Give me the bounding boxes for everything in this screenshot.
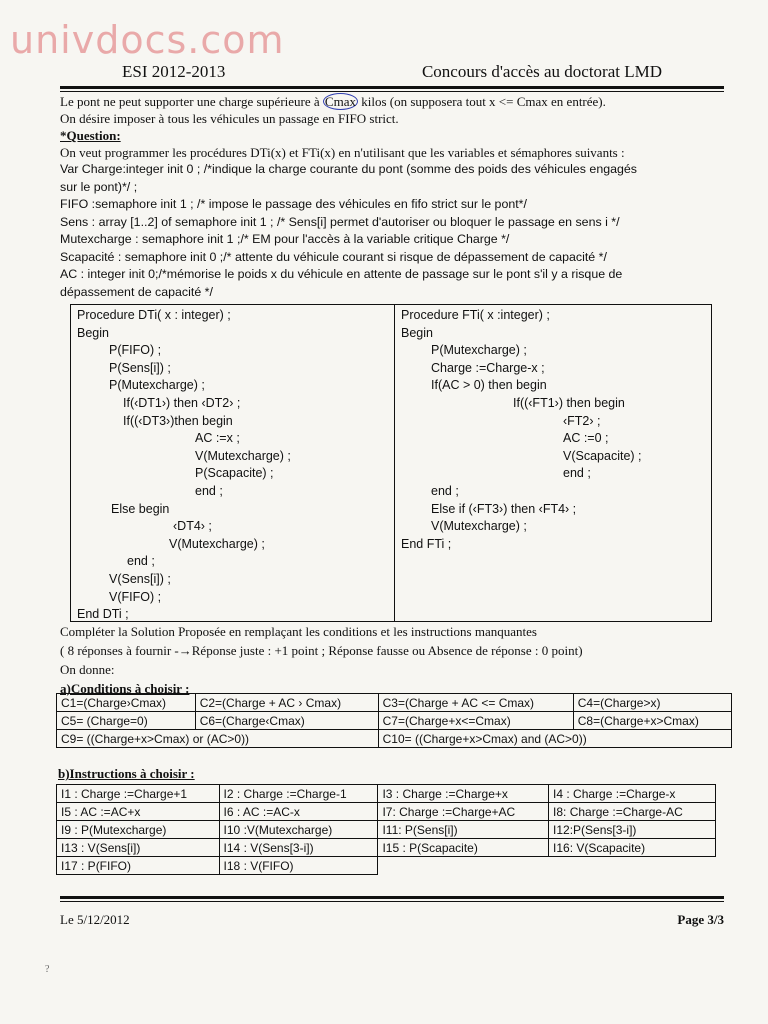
decl-line: Mutexcharge : semaphore init 1 ;/* EM pour l'accès à la variable critique Charge */	[60, 232, 510, 246]
code-line: If(AC > 0) then begin	[431, 378, 547, 393]
instruction-cell: I11: P(Sens[i])	[378, 821, 549, 839]
decl-line: Scapacité : semaphore init 0 ;/* attente du véhicule courant si risque de dépassement de capacité */	[60, 249, 607, 264]
instruction-cell: I13 : V(Sens[i])	[57, 839, 220, 857]
footer-page-number: Page 3/3	[677, 912, 724, 927]
header-exam-title: Concours d'accès au doctorat LMD	[421, 62, 662, 81]
code-line: Begin	[77, 325, 109, 340]
code-line: V(Scapacite) ;	[563, 448, 642, 463]
instruction-cell: I4 : Charge :=Charge-x	[549, 785, 716, 803]
instructions-line-3: On donne:	[60, 662, 115, 677]
procedure-fti	[401, 307, 706, 553]
condition-cell: C3=(Charge + AC <= Cmax)	[378, 694, 573, 712]
page-footer	[60, 912, 724, 928]
instruction-cell: I8: Charge :=Charge-AC	[549, 803, 716, 821]
instruction-cell: I6 : AC :=AC-x	[219, 803, 378, 821]
code-line: Else begin	[111, 501, 170, 516]
code-line: P(FIFO) ;	[109, 343, 162, 358]
watermark: univdocs.com	[10, 18, 285, 62]
decl-line: sur le pont)*/ ;	[60, 179, 138, 194]
code-line: If(‹DT1›) then ‹DT2› ;	[123, 395, 241, 410]
code-line: end ;	[563, 466, 591, 481]
header-school-year: ESI 2012-2013	[122, 62, 226, 81]
table-row	[57, 803, 716, 821]
code-line: End FTi ;	[401, 536, 452, 551]
code-line: ‹FT2› ;	[563, 413, 601, 428]
code-line: end ;	[431, 483, 459, 498]
decl-line: Var Charge:integer init 0 ; /*indique la charge courante du pont (somme des poids des véhicules engagés	[60, 162, 637, 176]
intro-line-2: On désire imposer à tous les véhicules un passage en FIFO strict.	[60, 111, 399, 126]
instruction-cell: I9 : P(Mutexcharge)	[57, 821, 220, 839]
instruction-cell: I5 : AC :=AC+x	[57, 803, 220, 821]
code-line: If((‹DT3›)then begin	[123, 413, 233, 428]
table-row	[57, 730, 732, 748]
instructions-line-1: Compléter la Solution Proposée en remplaçant les conditions et les instructions manquantes	[60, 624, 537, 639]
code-line: Begin	[401, 325, 433, 340]
conditions-table	[56, 693, 732, 748]
code-line: If((‹FT1›) then begin	[513, 395, 625, 410]
instructions-table	[56, 784, 716, 875]
intro-line-1	[60, 93, 724, 110]
code-line: V(Mutexcharge) ;	[431, 519, 527, 534]
code-line: V(Mutexcharge) ;	[195, 448, 291, 463]
footer-rule-thin	[60, 901, 724, 902]
decl-line: dépassement de capacité */	[60, 284, 213, 299]
problem-statement	[60, 93, 724, 301]
code-line: Charge :=Charge-x ;	[431, 360, 545, 375]
code-line: P(Mutexcharge) ;	[431, 343, 527, 358]
declarations	[60, 161, 724, 301]
instruction-cell: I12:P(Sens[3-i])	[549, 821, 716, 839]
code-line: P(Scapacite) ;	[195, 466, 274, 481]
instruction-cell: I3 : Charge :=Charge+x	[378, 785, 549, 803]
table-row	[57, 857, 716, 875]
instruction-cell: I14 : V(Sens[3-i])	[219, 839, 378, 857]
instruction-cell: I10 :V(Mutexcharge)	[219, 821, 378, 839]
code-line: AC :=0 ;	[563, 431, 609, 446]
instruction-cell: I17 : P(FIFO)	[57, 857, 220, 875]
code-line: Else if (‹FT3›) then ‹FT4› ;	[431, 501, 577, 516]
code-line: end ;	[127, 554, 155, 569]
instructions-block	[60, 622, 724, 698]
table-row	[57, 821, 716, 839]
instructions-line-2: ( 8 réponses à fournir -→Réponse juste : +1 point ; Réponse fausse ou Absence de réponse : 0 point)	[60, 643, 583, 658]
condition-cell: C5= (Charge=0)	[57, 712, 196, 730]
empty-cell	[549, 857, 716, 875]
condition-cell: C8=(Charge+x>Cmax)	[573, 712, 731, 730]
empty-cell	[378, 857, 549, 875]
instructions-choices-title: b)Instructions à choisir :	[58, 766, 195, 781]
table-row	[57, 694, 732, 712]
instruction-cell: I16: V(Scapacite)	[549, 839, 716, 857]
condition-cell: C9= ((Charge+x>Cmax) or (AC>0))	[57, 730, 379, 748]
code-line: end ;	[195, 483, 223, 498]
footer-date: Le 5/12/2012	[60, 912, 130, 927]
procedure-dti	[77, 307, 387, 624]
code-line: V(Mutexcharge) ;	[169, 536, 265, 551]
stray-mark: ?	[45, 964, 50, 975]
code-line: Procedure DTi( x : integer) ;	[77, 308, 231, 322]
code-line: ‹DT4› ;	[173, 519, 212, 534]
code-line: V(FIFO) ;	[109, 589, 162, 604]
table-row	[57, 785, 716, 803]
intro-text-c: kilos (on supposera tout x <= Cmax en entrée).	[361, 94, 606, 109]
condition-cell: C2=(Charge + AC › Cmax)	[195, 694, 378, 712]
instruction-cell: I1 : Charge :=Charge+1	[57, 785, 220, 803]
cmax-circled: Cmax	[324, 94, 356, 109]
instruction-cell: I7: Charge :=Charge+AC	[378, 803, 549, 821]
condition-cell: C10= ((Charge+x>Cmax) and (AC>0))	[378, 730, 731, 748]
code-box	[70, 304, 712, 622]
table-row	[57, 839, 716, 857]
condition-cell: C4=(Charge>x)	[573, 694, 731, 712]
code-line: End DTi ;	[77, 607, 129, 622]
page-header	[60, 62, 724, 86]
condition-cell: C7=(Charge+x<=Cmax)	[378, 712, 573, 730]
code-line: V(Sens[i]) ;	[109, 571, 171, 586]
conditions-title: a)Conditions à choisir :	[60, 681, 190, 696]
code-line: P(Sens[i]) ;	[109, 360, 171, 375]
code-line: P(Mutexcharge) ;	[109, 378, 205, 393]
table-row	[57, 712, 732, 730]
question-line-1: On veut programmer les procédures DTi(x) et FTi(x) en n'utilisant que les variables et sémaphores suivants :	[60, 145, 625, 160]
code-line: AC :=x ;	[195, 431, 240, 446]
instruction-cell: I15 : P(Scapacite)	[378, 839, 549, 857]
condition-cell: C1=(Charge›Cmax)	[57, 694, 196, 712]
intro-text-a: Le pont ne peut supporter une charge supérieure à	[60, 94, 320, 109]
header-rule	[60, 86, 724, 89]
instruction-cell: I18 : V(FIFO)	[219, 857, 378, 875]
condition-cell: C6=(Charge‹Cmax)	[195, 712, 378, 730]
footer-rule	[60, 896, 724, 899]
code-line: Procedure FTi( x :integer) ;	[401, 308, 550, 322]
question-title: *Question:	[60, 128, 121, 143]
header-rule-thin	[60, 91, 724, 92]
instruction-cell: I2 : Charge :=Charge-1	[219, 785, 378, 803]
decl-line: Sens : array [1..2] of semaphore init 1 ; /* Sens[i] permet d'autoriser ou bloquer le passage en sens i */	[60, 214, 620, 229]
decl-line: AC : integer init 0;/*mémorise le poids x du véhicule en attente de passage sur le pont s'il y a risque de	[60, 267, 623, 281]
decl-line: FIFO :semaphore init 1 ; /* impose le passage des véhicules en fifo strict sur le pont*/	[60, 197, 527, 211]
